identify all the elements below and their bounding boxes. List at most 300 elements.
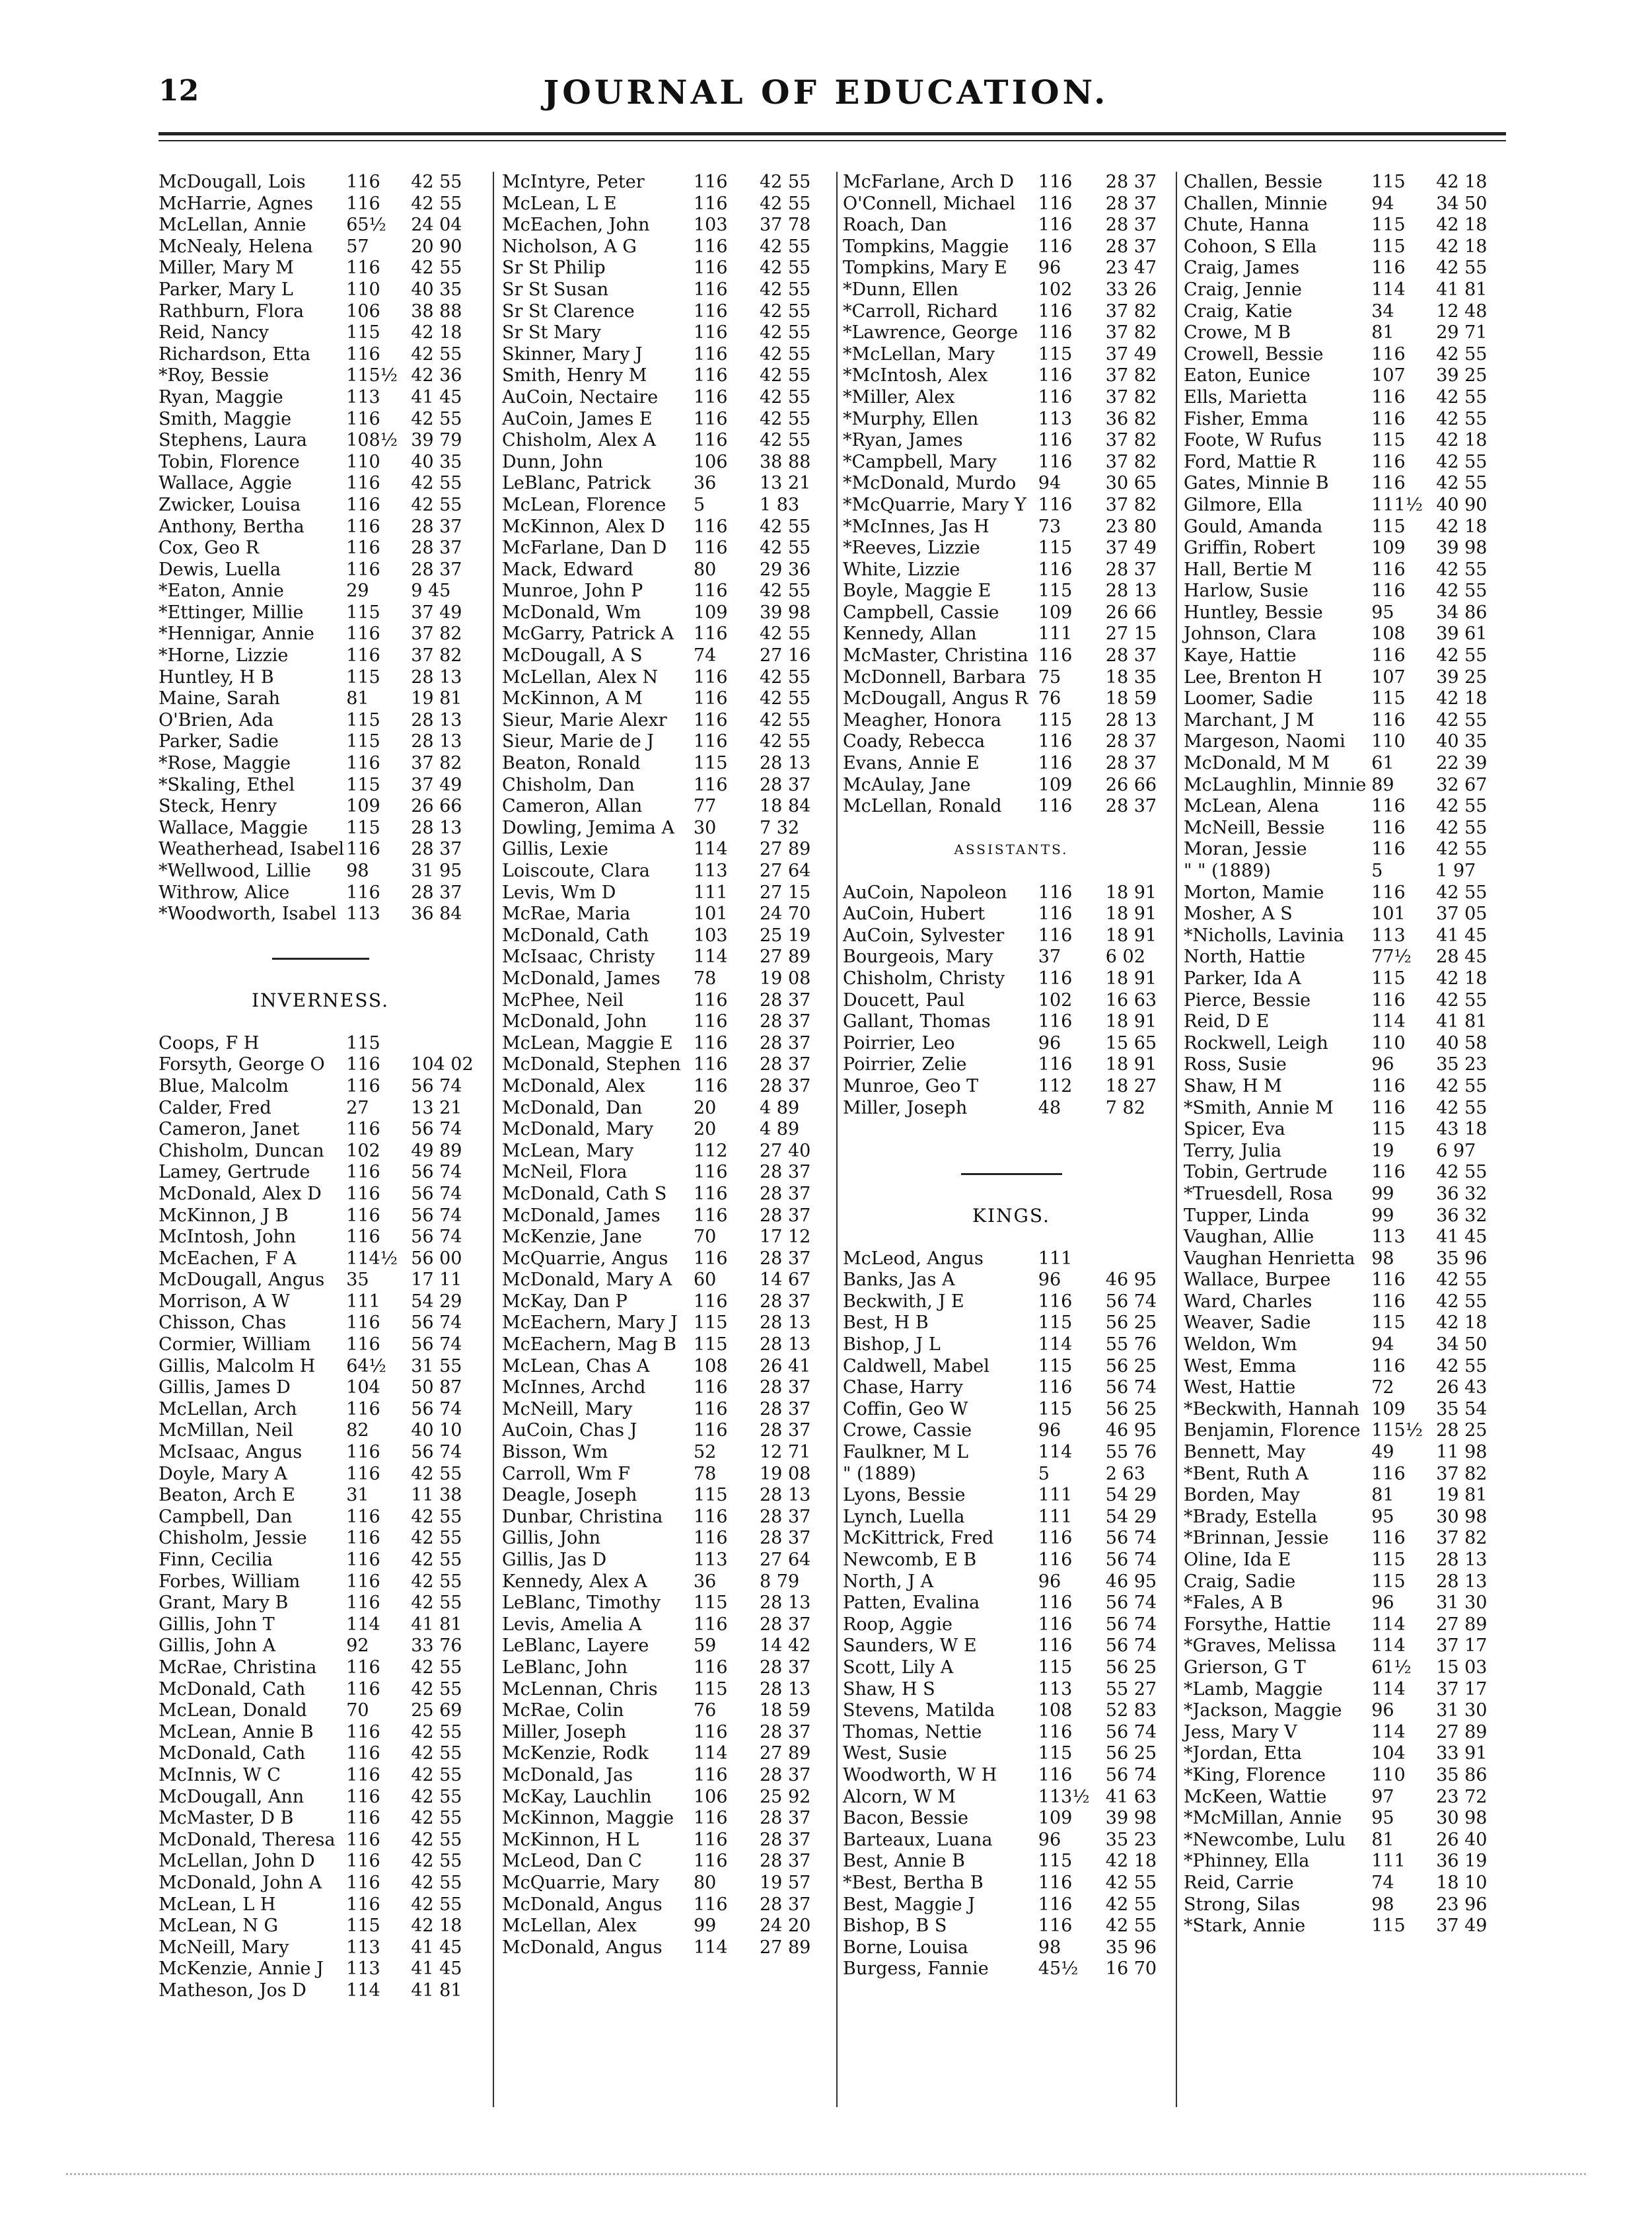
entry-amount: 40 35 (1436, 731, 1488, 752)
list-item (159, 731, 482, 753)
entry-name: AuCoin, Nectaire (502, 386, 659, 408)
entry-name: Spicer, Eva (1184, 1119, 1285, 1140)
entry-days: 116 (1038, 215, 1073, 236)
entry-name: Reid, Carrie (1184, 1872, 1294, 1893)
entry-days: 61 (1371, 753, 1394, 774)
entry-amount: 28 37 (411, 882, 462, 903)
list-item (159, 1033, 482, 1055)
list-item (159, 517, 482, 538)
entry-days: 116 (1038, 1550, 1073, 1570)
entry-name: Deagle, Joseph (502, 1485, 637, 1506)
list-item (1184, 1334, 1507, 1356)
entry-name: Gates, Minnie B (1184, 473, 1329, 494)
entry-amount: 41 45 (1436, 1227, 1488, 1248)
entry-days: 109 (1038, 774, 1073, 795)
entry-name: McIsaac, Christy (502, 947, 655, 968)
entry-days: 101 (1371, 904, 1406, 925)
list-item (843, 1033, 1180, 1055)
entry-amount: 28 37 (760, 1808, 811, 1829)
entry-name: Smith, Henry M (502, 365, 647, 386)
list-item (502, 1076, 832, 1098)
list-item (1184, 1377, 1507, 1399)
list-item (159, 172, 482, 194)
entry-amount: 13 21 (760, 473, 811, 494)
entry-name: Dowling, Jemima A (502, 817, 674, 838)
entry-days: 5 (1038, 1463, 1050, 1484)
list-item (1184, 602, 1507, 624)
entry-amount: 42 55 (760, 624, 811, 645)
entry-name: McDonald, Theresa (159, 1829, 336, 1850)
page-edge-noise (66, 2173, 1586, 2177)
entry-amount: 17 11 (411, 1270, 462, 1291)
entry-name: McQuarrie, Angus (502, 1248, 668, 1269)
entry-amount: 28 37 (760, 1032, 811, 1054)
entry-name: Campbell, Cassie (843, 602, 999, 623)
entry-name: McDonald, Cath (502, 925, 649, 946)
entry-days: 116 (346, 1657, 380, 1678)
list-item (1184, 559, 1507, 581)
entry-days: 115 (1371, 1916, 1406, 1937)
list-item (1184, 258, 1507, 279)
entry-days: 35 (346, 1270, 369, 1291)
entry-name: Coffin, Geo W (843, 1398, 968, 1419)
entry-days: 99 (1371, 1205, 1394, 1226)
entry-days: 78 (694, 968, 717, 989)
entry-name: McIsaac, Angus (159, 1442, 303, 1463)
entry-amount: 56 74 (411, 1119, 462, 1140)
entry-days: 116 (1038, 365, 1073, 386)
list-item (159, 1162, 482, 1184)
list-item (159, 861, 482, 882)
entry-days: 111 (694, 882, 728, 903)
entry-days: 116 (1038, 430, 1073, 451)
entry-name: Loomer, Sadie (1184, 688, 1313, 709)
entry-name: Kennedy, Alex A (502, 1571, 647, 1592)
entry-amount: 28 37 (760, 774, 811, 795)
entry-days: 116 (346, 1872, 380, 1893)
entry-days: 61½ (1371, 1657, 1412, 1678)
entry-name: LeBlanc, Patrick (502, 473, 651, 494)
entry-name: Best, Maggie J (843, 1894, 976, 1915)
list-item (502, 1312, 832, 1334)
entry-name: West, Susie (843, 1743, 947, 1764)
entry-name: Finn, Cecilia (159, 1550, 273, 1570)
list-item (1184, 1657, 1507, 1679)
entry-days: 116 (694, 666, 728, 688)
entry-amount: 28 37 (760, 1075, 811, 1096)
list-item (843, 1830, 1180, 1851)
entry-days: 116 (1038, 968, 1073, 989)
entry-name: " " (1889) (1184, 861, 1271, 881)
entry-name: Huntley, H B (159, 666, 274, 688)
entry-name: Harlow, Susie (1184, 581, 1309, 602)
entry-name: McDonald, James (502, 1205, 661, 1226)
list-item (1184, 1184, 1507, 1205)
entry-amount: 37 82 (1105, 365, 1157, 386)
entry-days: 113½ (1038, 1786, 1090, 1807)
entry-name: Woodworth, W H (843, 1764, 997, 1785)
entry-name: McLellan, Arch (159, 1398, 297, 1419)
entry-amount: 28 13 (1105, 709, 1157, 731)
entry-amount: 28 37 (1105, 172, 1157, 192)
entry-amount: 26 66 (1105, 774, 1157, 795)
list-item (502, 1485, 832, 1507)
entry-amount: 28 37 (760, 1721, 811, 1742)
entry-days: 116 (1371, 796, 1406, 817)
entry-name: *Bent, Ruth A (1184, 1463, 1309, 1484)
entry-name: Caldwell, Mabel (843, 1355, 989, 1377)
entry-name: Coady, Rebecca (843, 731, 986, 752)
entry-name: Sr St Philip (502, 258, 606, 279)
entry-days: 59 (694, 1635, 717, 1657)
entry-amount: 27 64 (760, 1550, 811, 1570)
entry-days: 116 (694, 279, 728, 300)
entry-amount: 11 98 (1436, 1442, 1488, 1463)
list-item (502, 667, 832, 689)
list-item (843, 1593, 1180, 1614)
spacer (843, 1119, 1180, 1141)
list-item (502, 904, 832, 925)
list-item (1184, 818, 1507, 840)
entry-amount: 42 55 (760, 343, 811, 365)
entry-days: 108½ (346, 430, 398, 451)
entry-days: 114 (694, 947, 728, 968)
entry-days: 116 (346, 1743, 380, 1764)
section-heading: ASSISTANTS. (954, 842, 1069, 858)
list-item (843, 1248, 1180, 1270)
entry-name: Ross, Susie (1184, 1054, 1287, 1075)
list-item (1184, 1098, 1507, 1120)
entry-days: 96 (1371, 1054, 1394, 1075)
entry-name: Levis, Wm D (502, 882, 616, 903)
list-item (843, 1787, 1180, 1809)
entry-amount: 42 18 (1436, 1312, 1488, 1334)
entry-days: 116 (1038, 882, 1073, 903)
entry-days: 116 (1038, 753, 1073, 774)
list-item (502, 1184, 832, 1205)
entry-days: 116 (694, 1528, 728, 1549)
entry-amount: 42 18 (1436, 968, 1488, 989)
list-item (843, 387, 1180, 409)
list-item (1184, 1054, 1507, 1076)
entry-amount: 23 80 (1105, 516, 1157, 537)
entry-days: 80 (694, 1872, 717, 1893)
entry-name: Bourgeois, Mary (843, 947, 993, 968)
entry-days: 99 (1371, 1183, 1394, 1204)
entry-days: 116 (694, 1011, 728, 1032)
entry-name: McDonald, Cath S (502, 1183, 667, 1204)
entry-days: 116 (694, 1506, 728, 1527)
list-item (843, 968, 1180, 990)
entry-days: 36 (694, 473, 717, 494)
entry-amount: 56 25 (1105, 1398, 1157, 1419)
entry-days: 99 (694, 1916, 717, 1937)
entry-amount: 42 18 (1436, 430, 1488, 451)
list-item (1184, 172, 1507, 194)
spacer (843, 818, 1180, 840)
entry-amount: 54 29 (411, 1291, 462, 1312)
entry-amount: 26 43 (1436, 1377, 1488, 1398)
entry-days: 116 (1371, 343, 1406, 365)
entry-amount: 37 82 (1105, 386, 1157, 408)
entry-name: Beaton, Ronald (502, 753, 641, 774)
entry-name: McDonald, Jas (502, 1764, 633, 1785)
list-item (159, 882, 482, 904)
entry-amount: 39 98 (1105, 1808, 1157, 1829)
entry-days: 94 (1038, 473, 1061, 494)
entry-days: 45½ (1038, 1958, 1079, 1980)
list-item (1184, 1420, 1507, 1442)
entry-name: Wallace, Maggie (159, 817, 308, 838)
entry-name: AuCoin, James E (502, 408, 653, 429)
entry-amount: 42 55 (1436, 1291, 1488, 1312)
entry-amount: 35 54 (1436, 1398, 1488, 1419)
entry-name: McKenzie, Annie J (159, 1958, 324, 1980)
entry-days: 78 (694, 1463, 717, 1484)
list-item (159, 1098, 482, 1120)
list-item (1184, 1550, 1507, 1571)
entry-amount: 42 55 (411, 408, 462, 429)
entry-days: 81 (1371, 1829, 1394, 1850)
list-item (1184, 1873, 1507, 1894)
list-item (843, 1464, 1180, 1486)
list-item (502, 1248, 832, 1270)
spacer (159, 925, 482, 947)
entry-name: McLeod, Dan C (502, 1851, 642, 1872)
entry-amount: 27 89 (1436, 1614, 1488, 1635)
list-item (843, 1550, 1180, 1571)
entry-name: Poirrier, Zelie (843, 1054, 967, 1075)
list-item (502, 1743, 832, 1765)
list-item (843, 236, 1180, 258)
entry-days: 116 (694, 1721, 728, 1742)
list-item (502, 839, 832, 861)
list-item (502, 1162, 832, 1184)
entry-amount: 19 08 (760, 968, 811, 989)
entry-name: McKay, Dan P (502, 1291, 628, 1312)
entry-days: 116 (1371, 817, 1406, 838)
entry-name: McLeod, Angus (843, 1248, 984, 1269)
entry-days: 115 (346, 1032, 380, 1054)
entry-name: Meagher, Honora (843, 709, 1001, 731)
entry-days: 49 (1371, 1442, 1394, 1463)
entry-name: McDougall, Lois (159, 172, 306, 192)
entry-days: 114 (1371, 1721, 1406, 1742)
entry-amount: 56 25 (1105, 1743, 1157, 1764)
entry-days: 116 (346, 193, 380, 214)
list-item (159, 495, 482, 517)
entry-amount: 28 37 (760, 1377, 811, 1398)
entry-days: 112 (1038, 1075, 1073, 1096)
entry-days: 116 (346, 1506, 380, 1527)
entry-amount: 37 82 (1105, 430, 1157, 451)
entry-name: *McDonald, Murdo (843, 473, 1017, 494)
entry-days: 116 (1038, 925, 1073, 946)
entry-name: McQuarrie, Mary (502, 1872, 659, 1893)
list-item (843, 624, 1180, 645)
entry-days: 95 (1371, 1808, 1394, 1829)
entry-name: Roop, Aggie (843, 1614, 952, 1635)
entry-amount: 56 74 (1105, 1291, 1157, 1312)
list-item (843, 172, 1180, 194)
entry-days: 116 (1371, 386, 1406, 408)
entry-name: McKeen, Wattie (1184, 1786, 1327, 1807)
entry-days: 116 (1038, 1894, 1073, 1915)
entry-amount: 28 37 (760, 1162, 811, 1183)
list-item (1184, 904, 1507, 925)
entry-amount: 8 79 (760, 1571, 800, 1592)
entry-name: McDonald, Cath (159, 1678, 306, 1700)
entry-amount: 42 55 (1436, 386, 1488, 408)
entry-amount: 42 55 (1105, 1894, 1157, 1915)
entry-amount: 39 61 (1436, 624, 1488, 645)
entry-name: Steck, Henry (159, 796, 277, 817)
entry-amount: 56 74 (411, 1227, 462, 1248)
list-item (159, 1593, 482, 1614)
list-item (1184, 1312, 1507, 1334)
entry-days: 5 (694, 494, 705, 515)
entry-name: Blue, Malcolm (159, 1075, 289, 1096)
entry-days: 96 (1038, 1829, 1061, 1850)
entry-amount: 42 55 (760, 516, 811, 537)
entry-amount: 28 37 (760, 1291, 811, 1312)
list-item (159, 473, 482, 495)
entry-name: Ford, Mattie R (1184, 451, 1316, 472)
list-item (843, 882, 1180, 904)
entry-days: 115 (1038, 1355, 1073, 1377)
list-item (502, 947, 832, 968)
entry-name: McKittrick, Fred (843, 1528, 994, 1549)
entry-name: Tobin, Florence (159, 451, 300, 472)
entry-days: 116 (1038, 1764, 1073, 1785)
entry-days: 116 (1371, 1291, 1406, 1312)
entry-amount: 39 79 (411, 430, 462, 451)
entry-name: LeBlanc, Layere (502, 1635, 649, 1657)
list-item (159, 1980, 482, 2002)
entry-name: Miller, Joseph (502, 1721, 627, 1742)
entry-days: 115 (1371, 1550, 1406, 1570)
entry-amount: 42 55 (411, 193, 462, 214)
entry-days: 115 (346, 602, 380, 623)
entry-name: Wallace, Aggie (159, 473, 292, 494)
entry-days: 116 (1038, 1291, 1073, 1312)
entry-amount: 18 91 (1105, 925, 1157, 946)
list-item (502, 1787, 832, 1809)
entry-name: McMaster, D B (159, 1808, 294, 1829)
list-item (502, 581, 832, 602)
entry-amount: 12 48 (1436, 301, 1488, 322)
list-item (1184, 236, 1507, 258)
entry-amount: 42 55 (760, 386, 811, 408)
entry-name: Tompkins, Maggie (843, 236, 1009, 257)
list-item (1184, 1808, 1507, 1830)
entry-days: 116 (694, 516, 728, 537)
entry-name: Poirrier, Leo (843, 1032, 955, 1054)
entry-name: McDonald, Angus (502, 1894, 663, 1915)
entry-name: *Phinney, Ella (1184, 1851, 1310, 1872)
entry-name: McPhee, Neil (502, 989, 624, 1011)
entry-amount: 42 55 (411, 1550, 462, 1570)
list-item (159, 1894, 482, 1916)
entry-name: Lyons, Bessie (843, 1485, 966, 1506)
entry-days: 116 (346, 753, 380, 774)
list-item (502, 1270, 832, 1291)
entry-name: McLean, Donald (159, 1700, 307, 1721)
entry-amount: 54 29 (1105, 1485, 1157, 1506)
entry-amount: 37 82 (1105, 322, 1157, 343)
entry-amount: 43 18 (1436, 1119, 1488, 1140)
entry-amount: 42 55 (1436, 645, 1488, 666)
list-item (159, 1205, 482, 1227)
entry-name: Bishop, B S (843, 1916, 947, 1937)
list-item (502, 1442, 832, 1464)
list-item (502, 1593, 832, 1614)
list-item (502, 1033, 832, 1055)
entry-days: 70 (694, 1227, 717, 1248)
entry-amount: 36 32 (1436, 1205, 1488, 1226)
entry-name: Lynch, Luella (843, 1506, 965, 1527)
entry-amount: 41 81 (1436, 279, 1488, 300)
entry-amount: 27 89 (760, 839, 811, 860)
entry-name: Foote, W Rufus (1184, 430, 1322, 451)
list-item (1184, 882, 1507, 904)
entry-name: Saunders, W E (843, 1635, 977, 1657)
entry-name: McDonald, Cath (159, 1743, 306, 1764)
entry-days: 96 (1038, 1270, 1061, 1291)
list-item (502, 818, 832, 840)
entry-name: Patten, Evalina (843, 1593, 980, 1614)
list-item (1184, 731, 1507, 753)
entry-name: Vaughan Henrietta (1184, 1248, 1355, 1269)
entry-days: 116 (1371, 408, 1406, 429)
entry-name: McDonald, Angus (502, 1937, 663, 1958)
entry-amount: 56 74 (411, 1398, 462, 1419)
list-item (1184, 279, 1507, 301)
entry-days: 73 (1038, 516, 1061, 537)
list-item (159, 624, 482, 645)
list-item (159, 387, 482, 409)
list-item (843, 1291, 1180, 1313)
list-item (1184, 495, 1507, 517)
list-item (843, 258, 1180, 279)
list-item (159, 1808, 482, 1830)
list-item (843, 194, 1180, 215)
entry-days: 116 (1038, 796, 1073, 817)
entry-name: McKinnon, J B (159, 1205, 289, 1226)
entry-amount: 28 25 (1436, 1420, 1488, 1441)
list-item (1184, 581, 1507, 602)
entry-name: Bishop, J L (843, 1334, 941, 1355)
entry-days: 116 (346, 473, 380, 494)
entry-amount: 42 55 (1436, 451, 1488, 472)
entry-amount: 42 18 (1436, 172, 1488, 192)
entry-name: Smith, Maggie (159, 408, 292, 429)
entry-name: Beckwith, J E (843, 1291, 964, 1312)
entry-days: 115 (694, 753, 728, 774)
entry-name: McDougall, Angus (159, 1270, 325, 1291)
entry-days: 116 (346, 1528, 380, 1549)
entry-amount: 31 95 (411, 861, 462, 881)
entry-amount: 42 55 (1436, 989, 1488, 1011)
entry-amount: 37 17 (1436, 1635, 1488, 1657)
entry-days: 116 (346, 1463, 380, 1484)
list-item (1184, 1614, 1507, 1636)
list-item (159, 279, 482, 301)
entry-days: 103 (694, 925, 728, 946)
list-item (502, 1334, 832, 1356)
entry-amount: 28 37 (411, 559, 462, 580)
list-item (843, 559, 1180, 581)
